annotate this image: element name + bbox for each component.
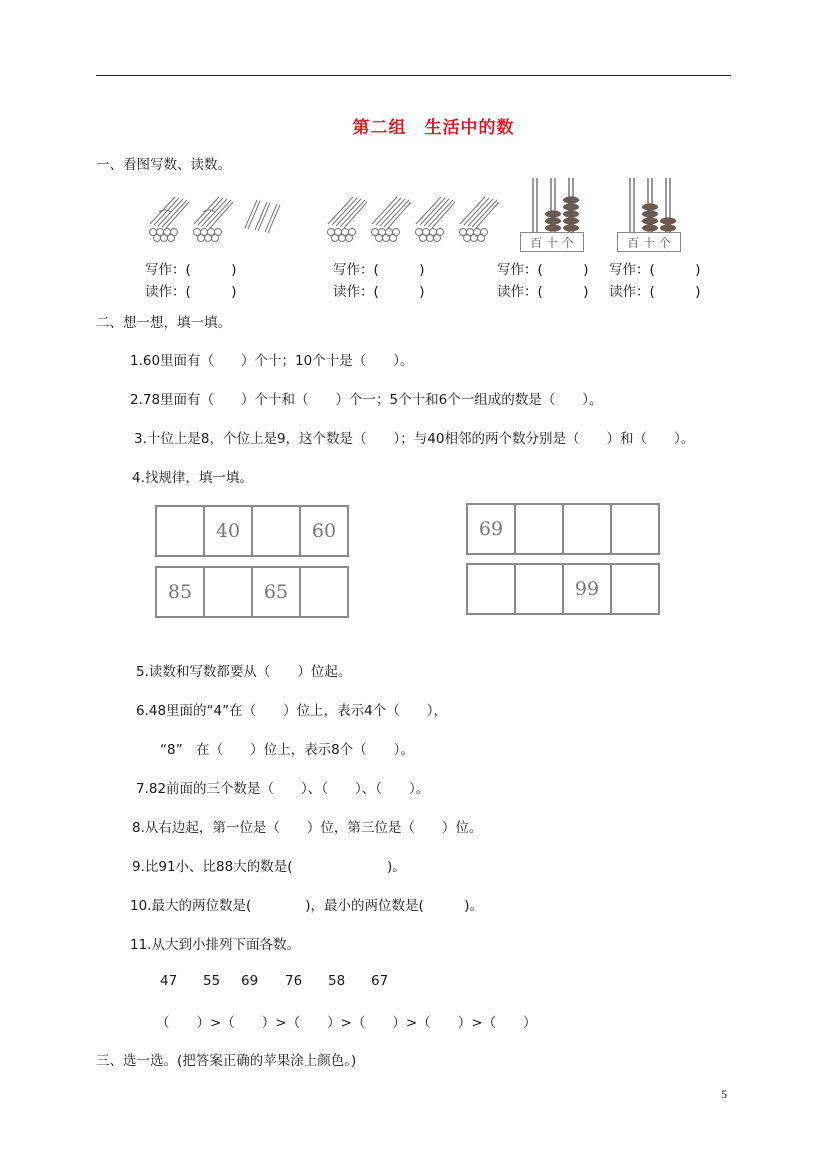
- grid-cell[interactable]: [468, 565, 516, 613]
- write-blank-3[interactable]: 写作：( ): [497, 262, 589, 278]
- write-blank-2[interactable]: 写作：( ): [333, 262, 425, 278]
- question-7: 7.82前面的三个数是（ ）、（ ）、（ ）。: [136, 781, 430, 797]
- question-6a: 6.48里面的“4”在（ ）位上，表示4个（ ），: [136, 703, 447, 719]
- read-blank-1[interactable]: 读作：( ): [145, 284, 237, 300]
- grid-cell[interactable]: [612, 565, 658, 613]
- abacus-2-label: 百 十 个: [617, 232, 681, 252]
- grid-cell: 40: [205, 507, 253, 555]
- pattern-grid-2: [155, 566, 349, 618]
- pattern-grid-1: [155, 505, 349, 557]
- pattern-grid-4: [466, 563, 660, 615]
- pattern-grid-3: [466, 503, 660, 555]
- grid-cell: 60: [311, 520, 337, 542]
- grid-cell[interactable]: [516, 505, 564, 553]
- page-number: 5: [721, 1087, 727, 1101]
- read-blank-4[interactable]: 读作：( ): [609, 284, 701, 300]
- section1-heading: 一、看图写数、读数。: [96, 157, 231, 173]
- header-rule: [96, 75, 731, 76]
- question-9: 9.比91小、比88大的数是( )。: [132, 859, 406, 875]
- grid-cell[interactable]: [253, 507, 301, 555]
- number-item: 47: [160, 973, 178, 989]
- question-4: 4.找规律，填一填。: [132, 470, 253, 486]
- grid-cell[interactable]: [301, 568, 347, 616]
- section2-heading: 二、想一想，填一填。: [96, 315, 231, 331]
- question-2: 2.78里面有（ ）个十和（ ）个一；5个十和6个一组成的数是（ ）。: [130, 392, 603, 408]
- question-3: 3.十位上是8，个位上是9，这个数是（ ）；与40相邻的两个数分别是（ ）和（ ）。: [134, 431, 695, 447]
- number-item: 58: [328, 973, 346, 989]
- grid-cell[interactable]: [516, 565, 564, 613]
- grid-cell: 99: [564, 565, 612, 613]
- grid-cell[interactable]: [157, 507, 205, 555]
- abacus-1-label: 百 十 个: [520, 232, 584, 252]
- question-1: 1.60里面有（ ）个十；10个十是（ ）。: [130, 353, 414, 369]
- abacus-2: [617, 176, 683, 254]
- number-item: 69: [241, 973, 259, 989]
- number-item: 76: [285, 973, 303, 989]
- question-8: 8.从右边起，第一位是（ ）位，第三位是（ ）位。: [132, 820, 483, 836]
- grid-cell: 65: [253, 568, 301, 616]
- ordering-blanks[interactable]: （ ）>（ ）>（ ）>（ ）>（ ）>（ ）: [156, 1015, 537, 1031]
- question-6b: “8” 在（ ）位上，表示8个（ ）。: [160, 742, 414, 758]
- grid-cell: 85: [157, 568, 205, 616]
- grid-cell[interactable]: [564, 505, 612, 553]
- number-item: 55: [203, 973, 221, 989]
- section3-heading: 三、选一选。(把答案正确的苹果涂上颜色。): [96, 1053, 357, 1069]
- number-item: 67: [371, 973, 389, 989]
- grid-cell: 69: [468, 505, 516, 553]
- read-blank-3[interactable]: 读作：( ): [497, 284, 589, 300]
- read-blank-2[interactable]: 读作：( ): [333, 284, 425, 300]
- grid-cell[interactable]: [205, 568, 253, 616]
- page-title: 第二组 生活中的数: [352, 118, 515, 138]
- abacus-1: [520, 176, 586, 254]
- question-11: 11.从大到小排列下面各数。: [130, 937, 300, 953]
- grid-cell[interactable]: [612, 505, 658, 553]
- question-5: 5.读数和写数都要从（ ）位起。: [136, 664, 352, 680]
- bundles-picture-2: [323, 192, 513, 242]
- question-10: 10.最大的两位数是( )，最小的两位数是( )。: [130, 898, 484, 914]
- write-blank-4[interactable]: 写作：( ): [609, 262, 701, 278]
- write-blank-1[interactable]: 写作：( ): [145, 262, 237, 278]
- bundles-picture-1: [145, 192, 285, 242]
